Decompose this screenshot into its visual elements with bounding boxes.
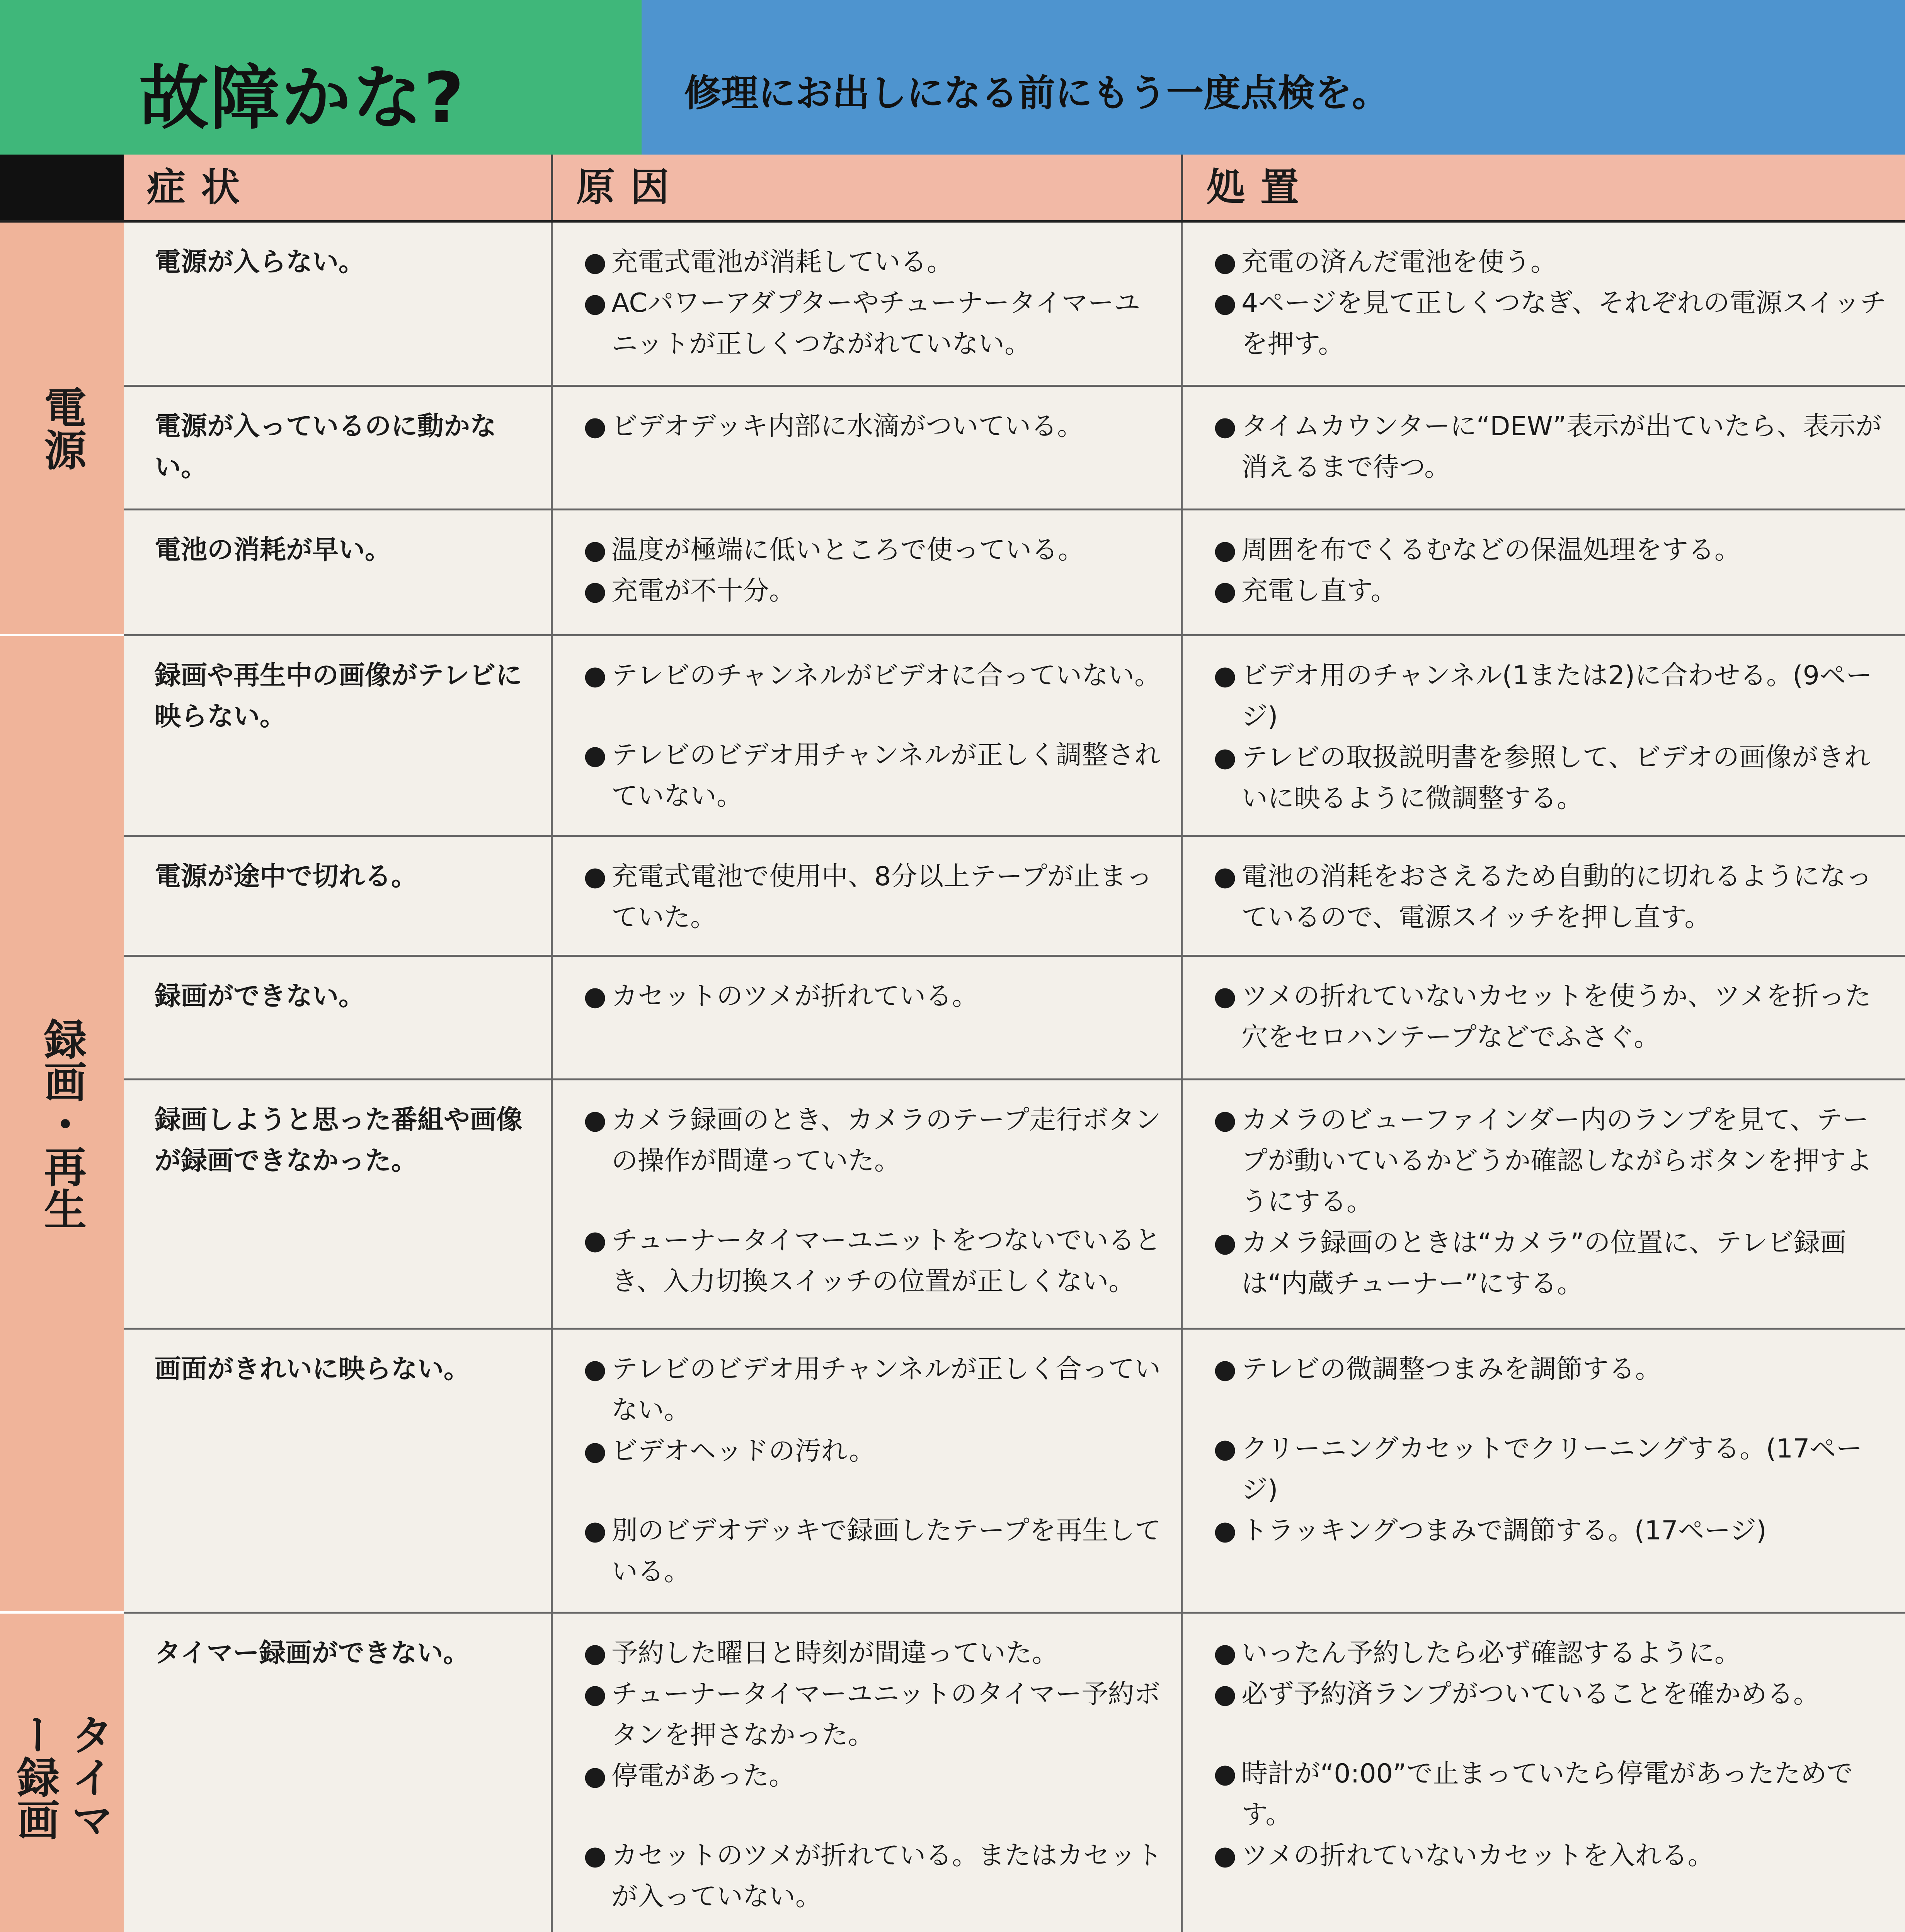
cause-item: ● チューナータイマーユニットのタイマー予約ボタンを押さなかった。 — [584, 1674, 1165, 1756]
cause-item: ● カメラ録画のとき、カメラのテープ走行ボタンの操作が間違っていた。 — [584, 1100, 1165, 1182]
cause-item: ● ACパワーアダプターやチューナータイマーユニットが正しくつながれていない。 — [584, 283, 1165, 365]
cause-cell — [551, 1330, 1181, 1612]
column-header-row — [0, 155, 1905, 223]
cause-cell — [551, 1080, 1181, 1328]
remedy-cell — [1181, 510, 1905, 634]
cause-cell — [551, 387, 1181, 509]
cause-item: ● ビデオヘッドの汚れ。 — [584, 1431, 1165, 1472]
cause-cell — [551, 510, 1181, 634]
cause-cell — [551, 957, 1181, 1078]
remedy-item: ● ツメの折れていないカセットを使うか、ツメを折った穴をセロハンテープなどでふさぐ。 — [1214, 976, 1890, 1058]
symptom-cell: 電源が途中で切れる。 — [155, 861, 418, 892]
cause-item: ● 停電があった。 — [584, 1756, 1165, 1797]
header — [0, 0, 1905, 155]
table-row — [124, 957, 1905, 1080]
page-title: 故障かな? — [139, 58, 466, 139]
remedy-item: ● 電池の消耗をおさえるため自動的に切れるようになっているので、電源スイッチを押し直す。 — [1214, 856, 1890, 938]
cause-cell — [551, 837, 1181, 955]
column-header-cause: 原因 — [551, 155, 1181, 220]
remedy-cell — [1181, 837, 1905, 955]
table-row — [124, 387, 1905, 510]
category-timer-recording — [0, 1614, 124, 1932]
remedy-cell — [1181, 1330, 1905, 1612]
cause-item: ● 別のビデオデッキで録画したテープを再生している。 — [584, 1510, 1165, 1592]
remedy-item: ● 必ず予約済ランプがついていることを確かめる。 — [1214, 1674, 1890, 1715]
page-subtitle: 修理にお出しになる前にもう一度点検を。 — [684, 71, 1389, 115]
remedy-item: ● ツメの折れていないカセットを入れる。 — [1214, 1835, 1890, 1876]
cause-item: ● カセットのツメが折れている。 — [584, 976, 1165, 1017]
remedy-item: ● 充電し直す。 — [1214, 571, 1890, 612]
remedy-item: ● ビデオ用のチャンネル(1または2)に合わせる。(9ページ) — [1214, 655, 1890, 737]
symptom-cell: 録画ができない。 — [155, 981, 365, 1012]
cause-item: ● テレビのビデオ用チャンネルが正しく合っていない。 — [584, 1349, 1165, 1431]
cause-cell — [551, 636, 1181, 835]
remedy-cell — [1181, 957, 1905, 1078]
cause-item: ● テレビのチャンネルがビデオに合っていない。 — [584, 655, 1165, 696]
category-label: 電源 — [37, 386, 87, 471]
remedy-item: ● トラッキングつまみで調節する。(17ページ) — [1214, 1510, 1890, 1551]
cause-cell — [551, 223, 1181, 385]
remedy-cell — [1181, 387, 1905, 509]
table-row — [124, 1330, 1905, 1614]
category-label: タイマー録画 — [10, 1713, 114, 1840]
symptom-cell: 画面がきれいに映らない。 — [155, 1354, 470, 1384]
table-row — [124, 1080, 1905, 1330]
remedy-item: ● カメラ録画のときは“カメラ”の位置に、テレビ録画は“内蔵チューナー”にする。 — [1214, 1223, 1890, 1304]
symptom-cell: 電源が入っているのに動かない。 — [155, 411, 497, 483]
cause-cell — [551, 1614, 1181, 1932]
remedy-item: ● 充電の済んだ電池を使う。 — [1214, 242, 1890, 283]
cause-item: ● ビデオデッキ内部に水滴がついている。 — [584, 406, 1165, 447]
table-row — [124, 223, 1905, 387]
remedy-item: ● テレビの取扱説明書を参照して、ビデオの画像がきれいに映るように微調整する。 — [1214, 737, 1890, 819]
cause-item: ● 充電式電池で使用中、8分以上テープが止まっていた。 — [584, 856, 1165, 938]
cause-item: ● 充電式電池が消耗している。 — [584, 242, 1165, 283]
cause-item: ● チューナータイマーユニットをつないでいるとき、入力切換スイッチの位置が正しくない。 — [584, 1220, 1165, 1302]
cause-item: ● 予約した曜日と時刻が間違っていた。 — [584, 1633, 1165, 1674]
remedy-cell — [1181, 636, 1905, 835]
remedy-cell — [1181, 223, 1905, 385]
symptom-cell: 電池の消耗が早い。 — [155, 535, 392, 565]
symptom-cell: 録画しようと思った番組や画像が録画できなかった。 — [155, 1105, 523, 1176]
symptom-cell: 電源が入らない。 — [155, 247, 365, 277]
table-row — [124, 636, 1905, 837]
remedy-cell — [1181, 1080, 1905, 1328]
remedy-item: ● 時計が“0:00”で止まっていたら停電があったためです。 — [1214, 1753, 1890, 1835]
category-power — [0, 223, 124, 636]
cause-item: ● 充電が不十分。 — [584, 571, 1165, 612]
remedy-item: ● いったん予約したら必ず確認するように。 — [1214, 1633, 1890, 1674]
remedy-item: ● 4ページを見て正しくつなぎ、それぞれの電源スイッチを押す。 — [1214, 283, 1890, 365]
remedy-item: ● タイムカウンターに“DEW”表示が出ていたら、表示が消えるまで待つ。 — [1214, 406, 1890, 488]
column-header-corner — [0, 155, 124, 220]
remedy-item: ● テレビの微調整つまみを調節する。 — [1214, 1349, 1890, 1390]
remedy-item: ● クリーニングカセットでクリーニングする。(17ページ) — [1214, 1429, 1890, 1510]
column-header-remedy: 処置 — [1181, 155, 1905, 220]
symptom-cell: タイマー録画ができない。 — [155, 1638, 470, 1668]
category-recording-playback — [0, 636, 124, 1614]
column-header-symptom: 症状 — [147, 165, 255, 210]
remedy-item: ● カメラのビューファインダー内のランプを見て、テープが動いているかどうか確認しながらボタンを押すようにする。 — [1214, 1100, 1890, 1223]
remedy-cell — [1181, 1614, 1905, 1932]
remedy-item: ● 周囲を布でくるむなどの保温処理をする。 — [1214, 530, 1890, 571]
cause-item: ● テレビのビデオ用チャンネルが正しく調整されていない。 — [584, 735, 1165, 817]
cause-item: ● カセットのツメが折れている。またはカセットが入っていない。 — [584, 1835, 1165, 1917]
symptom-cell: 録画や再生中の画像がテレビに映らない。 — [155, 660, 522, 732]
table-row — [124, 510, 1905, 636]
category-label: 録画・再生 — [37, 1017, 87, 1230]
table-row — [124, 837, 1905, 957]
cause-item: ● 温度が極端に低いところで使っている。 — [584, 530, 1165, 571]
table-row — [124, 1614, 1905, 1932]
